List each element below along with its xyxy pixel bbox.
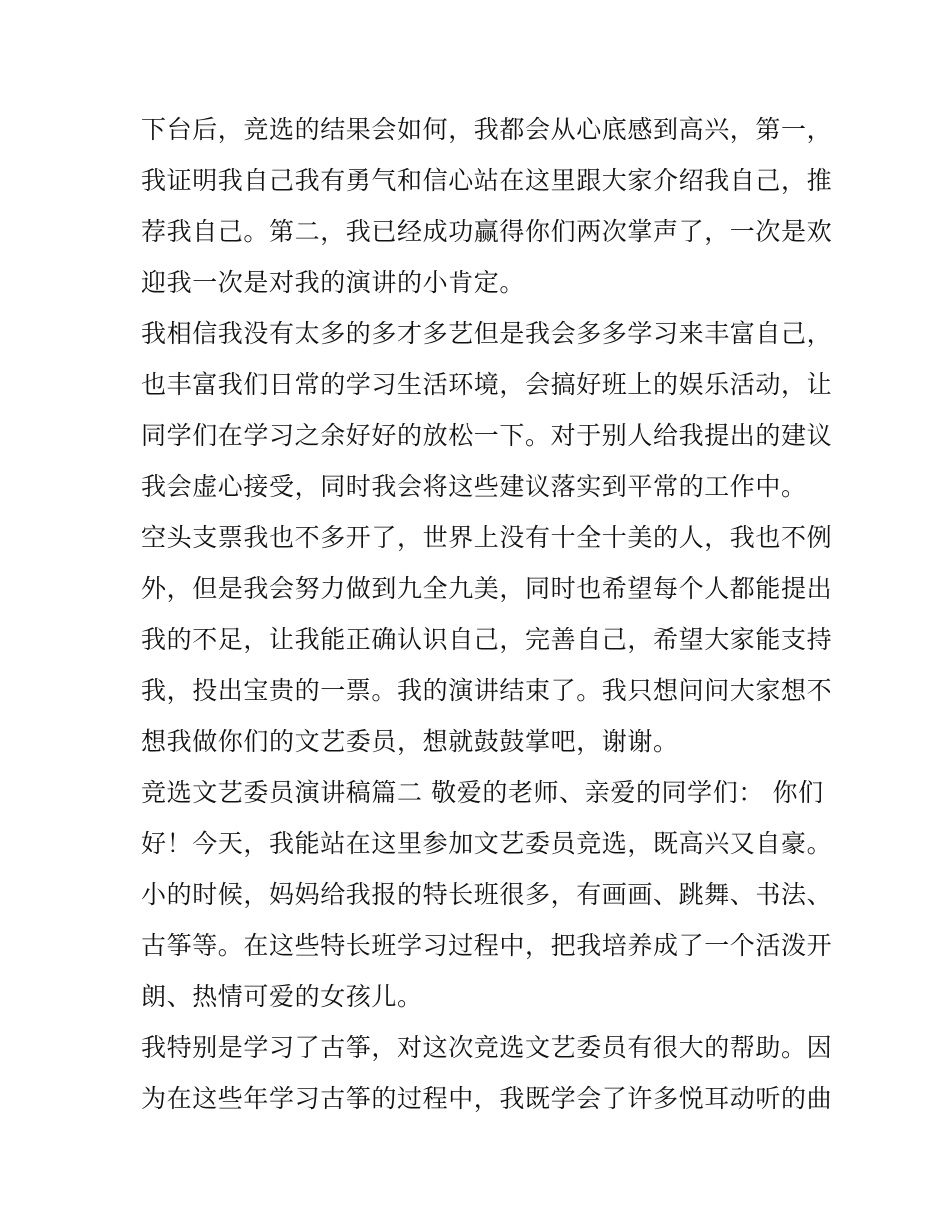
text-line: 也丰富我们日常的学习生活环境，会搞好班上的娱乐活动，让 — [141, 370, 833, 399]
text-line: 竞选文艺委员演讲稿篇二 敬爱的老师、亲爱的同学们： 你们 — [141, 778, 824, 807]
text-line: 我，投出宝贵的一票。我的演讲结束了。我只想问问大家想不 — [141, 676, 833, 705]
text-line: 下台后，竞选的结果会如何，我都会从心底感到高兴，第一， — [141, 115, 833, 144]
text-line: 想我做你们的文艺委员，想就鼓鼓掌吧，谢谢。 — [141, 727, 679, 756]
text-line: 荐我自己。第二，我已经成功赢得你们两次掌声了，一次是欢 — [141, 217, 833, 246]
text-line: 迎我一次是对我的演讲的小肯定。 — [141, 268, 526, 297]
text-line: 同学们在学习之余好好的放松一下。对于别人给我提出的建议 — [141, 421, 833, 450]
text-line: 朗、热情可爱的女孩儿。 — [141, 982, 423, 1011]
text-line: 小的时候，妈妈给我报的特长班很多，有画画、跳舞、书法、 — [141, 880, 833, 909]
text-line: 我证明我自己我有勇气和信心站在这里跟大家介绍我自己，推 — [141, 166, 833, 195]
text-line: 我会虚心接受，同时我会将这些建议落实到平常的工作中。 — [141, 472, 807, 501]
text-line: 外，但是我会努力做到九全九美，同时也希望每个人都能提出 — [141, 574, 833, 603]
text-line: 为在这些年学习古筝的过程中，我既学会了许多悦耳动听的曲 — [141, 1084, 833, 1113]
text-line: 古筝等。在这些特长班学习过程中，把我培养成了一个活泼开 — [141, 931, 833, 960]
text-line: 我的不足，让我能正确认识自己，完善自己，希望大家能支持 — [141, 625, 833, 654]
text-line: 我特别是学习了古筝，对这次竞选文艺委员有很大的帮助。因 — [141, 1033, 833, 1062]
text-line: 好！今天，我能站在这里参加文艺委员竞选，既高兴又自豪。 — [141, 829, 833, 858]
document-body — [141, 104, 833, 1124]
text-line: 空头支票我也不多开了，世界上没有十全十美的人，我也不例 — [141, 523, 833, 552]
text-line: 我相信我没有太多的多才多艺但是我会多多学习来丰富自己， — [141, 319, 833, 348]
